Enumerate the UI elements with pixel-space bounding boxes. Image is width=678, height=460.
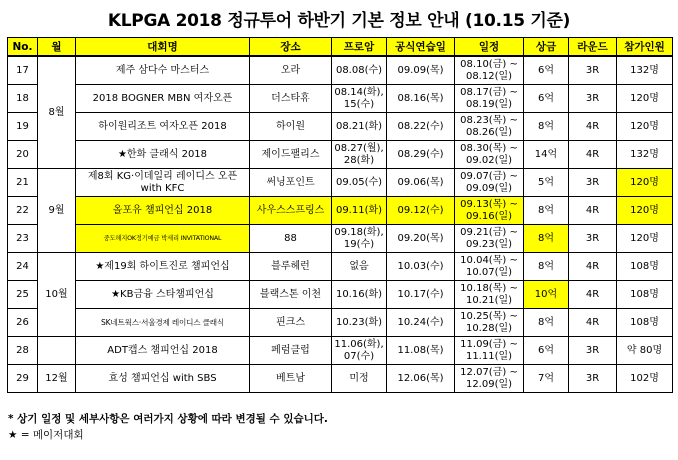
cell-place: 핀크스: [250, 309, 332, 337]
cell-players: 108명: [617, 253, 673, 281]
schedule-start: 08.23(목) ~: [460, 114, 518, 126]
cell-schedule: [455, 365, 524, 393]
header-schedule: 일정: [455, 38, 524, 57]
cell-place: 오라: [250, 56, 332, 85]
cell-prize: 8억: [524, 309, 569, 337]
cell-players: 120명: [617, 225, 673, 253]
schedule-end: 10.07(일): [465, 266, 513, 278]
footnotes: [8, 411, 328, 443]
cell-place: 써닝포인트: [250, 169, 332, 197]
cell-players: 약 80명: [617, 337, 673, 365]
table-row: [8, 56, 673, 85]
cell-place: 사우스스프링스: [250, 197, 332, 225]
cell-round: 3R: [569, 56, 617, 85]
header-proam: 프로암: [332, 38, 387, 57]
table-row: [8, 309, 673, 337]
header-players: 참가인원: [617, 38, 673, 57]
cell-schedule: [455, 281, 524, 309]
table-row: [8, 253, 673, 281]
cell-proam: 08.08(수): [332, 56, 387, 85]
cell-practice: 12.06(목): [387, 365, 455, 393]
cell-month: 12월: [38, 365, 76, 393]
cell-players: 120명: [617, 113, 673, 141]
cell-month: 9월: [38, 169, 76, 253]
cell-round: 3R: [569, 365, 617, 393]
cell-proam: 08.27(월), 28(화): [332, 141, 387, 169]
cell-name: ★제19회 하이트진로 챔피언십: [76, 253, 250, 281]
cell-practice: 10.03(수): [387, 253, 455, 281]
schedule-table: [7, 37, 673, 393]
cell-practice: 09.12(수): [387, 197, 455, 225]
cell-schedule: [455, 113, 524, 141]
cell-no: 22: [8, 197, 38, 225]
cell-prize: 7억: [524, 365, 569, 393]
cell-players: 132명: [617, 141, 673, 169]
cell-proam: 08.14(화), 15(수): [332, 85, 387, 113]
schedule-start: 08.10(금) ~: [460, 58, 518, 70]
cell-schedule: [455, 169, 524, 197]
schedule-end: 09.02(일): [465, 154, 513, 166]
cell-practice: 10.24(수): [387, 309, 455, 337]
schedule-end: 10.28(일): [465, 322, 513, 334]
cell-practice: 08.29(수): [387, 141, 455, 169]
cell-name: 중도해지OK정기예금 박세리 INVITATIONAL: [76, 225, 250, 253]
cell-players: 132명: [617, 56, 673, 85]
table-row: [8, 337, 673, 365]
schedule-start: 11.09(금) ~: [460, 338, 518, 350]
table-row: [8, 365, 673, 393]
cell-name: SK네트웍스·서울경제 레이디스 클래식: [76, 309, 250, 337]
cell-practice: 09.20(목): [387, 225, 455, 253]
cell-prize: 8억: [524, 225, 569, 253]
cell-name: 올포유 챔피언십 2018: [76, 197, 250, 225]
cell-practice: 11.08(목): [387, 337, 455, 365]
cell-proam: 없음: [332, 253, 387, 281]
cell-practice: 09.06(목): [387, 169, 455, 197]
cell-no: 17: [8, 56, 38, 85]
cell-name: 제주 삼다수 마스터스: [76, 56, 250, 85]
cell-players: 120명: [617, 197, 673, 225]
schedule-end: 11.11(일): [465, 350, 513, 362]
schedule-end: 12.09(일): [465, 378, 513, 390]
cell-players: 108명: [617, 281, 673, 309]
schedule-end: 08.12(일): [465, 70, 513, 82]
schedule-start: 12.07(금) ~: [460, 366, 518, 378]
header-round: 라운드: [569, 38, 617, 57]
cell-no: 21: [8, 169, 38, 197]
cell-round: 3R: [569, 225, 617, 253]
cell-prize: 10억: [524, 281, 569, 309]
cell-prize: 8억: [524, 197, 569, 225]
table-row: [8, 85, 673, 113]
schedule-start: 09.13(목) ~: [460, 198, 518, 210]
cell-place: 블랙스톤 이천: [250, 281, 332, 309]
table-row: [8, 113, 673, 141]
cell-round: 4R: [569, 197, 617, 225]
cell-proam: 09.11(화): [332, 197, 387, 225]
schedule-end: 08.19(일): [465, 98, 513, 110]
cell-proam: 10.23(화): [332, 309, 387, 337]
header-prize: 상금: [524, 38, 569, 57]
cell-name: 하이원리조트 여자오픈 2018: [76, 113, 250, 141]
schedule-end: 09.16(일): [465, 210, 513, 222]
table-row: [8, 281, 673, 309]
table-row: [8, 225, 673, 253]
schedule-end: 08.26(일): [465, 126, 513, 138]
table-row: [8, 169, 673, 197]
cell-prize: 8억: [524, 113, 569, 141]
cell-no: 19: [8, 113, 38, 141]
schedule-start: 08.30(목) ~: [460, 142, 518, 154]
header-no: No.: [8, 38, 38, 57]
cell-practice: 09.09(목): [387, 56, 455, 85]
cell-prize: 6억: [524, 85, 569, 113]
cell-round: 4R: [569, 281, 617, 309]
cell-no: 29: [8, 365, 38, 393]
cell-round: 3R: [569, 169, 617, 197]
cell-place: 더스타휴: [250, 85, 332, 113]
cell-players: 120명: [617, 85, 673, 113]
cell-month-empty: [38, 337, 76, 365]
cell-practice: 08.22(수): [387, 113, 455, 141]
cell-no: 28: [8, 337, 38, 365]
cell-place: 제이드팰리스: [250, 141, 332, 169]
schedule-start: 10.25(목) ~: [460, 310, 518, 322]
cell-schedule: [455, 197, 524, 225]
cell-proam: 08.21(화): [332, 113, 387, 141]
table-row: [8, 197, 673, 225]
cell-practice: 08.16(목): [387, 85, 455, 113]
header-practice: 공식연습일: [387, 38, 455, 57]
cell-name: ADT캡스 챔피언십 2018: [76, 337, 250, 365]
cell-proam: 10.16(화): [332, 281, 387, 309]
cell-round: 4R: [569, 253, 617, 281]
cell-month: 10월: [38, 253, 76, 337]
footnote-change-notice: * 상기 일정 및 세부사항은 여러가지 상황에 따라 변경될 수 있습니다.: [8, 413, 328, 425]
cell-prize: 6억: [524, 56, 569, 85]
table-row: [8, 141, 673, 169]
cell-players: 102명: [617, 365, 673, 393]
schedule-start: 09.21(금) ~: [460, 226, 518, 238]
schedule-start: 08.17(금) ~: [460, 86, 518, 98]
header-name: 대회명: [76, 38, 250, 57]
cell-players: 120명: [617, 169, 673, 197]
cell-name: ★한화 클래식 2018: [76, 141, 250, 169]
cell-prize: 8억: [524, 253, 569, 281]
cell-schedule: [455, 253, 524, 281]
schedule-end: 09.23(일): [465, 238, 513, 250]
cell-schedule: [455, 85, 524, 113]
header-place: 장소: [250, 38, 332, 57]
cell-place: 하이원: [250, 113, 332, 141]
cell-schedule: [455, 225, 524, 253]
cell-name: 2018 BOGNER MBN 여자오픈: [76, 85, 250, 113]
cell-place: 베트남: [250, 365, 332, 393]
header-month: 월: [38, 38, 76, 57]
cell-name: 제8회 KG·이데일리 레이디스 오픈 with KFC: [76, 169, 250, 197]
cell-prize: 14억: [524, 141, 569, 169]
cell-name: 효성 챔피언십 with SBS: [76, 365, 250, 393]
footnote-major-legend: ★ = 메이저대회: [8, 429, 84, 441]
cell-schedule: [455, 141, 524, 169]
schedule-end: 10.21(일): [465, 294, 513, 306]
cell-place: 블루헤런: [250, 253, 332, 281]
cell-no: 18: [8, 85, 38, 113]
cell-round: 3R: [569, 85, 617, 113]
cell-place: 페럼클럽: [250, 337, 332, 365]
cell-prize: 6억: [524, 337, 569, 365]
cell-no: 24: [8, 253, 38, 281]
cell-proam: 09.18(화), 19(수): [332, 225, 387, 253]
cell-no: 25: [8, 281, 38, 309]
cell-no: 23: [8, 225, 38, 253]
cell-no: 20: [8, 141, 38, 169]
cell-round: 4R: [569, 113, 617, 141]
cell-no: 26: [8, 309, 38, 337]
schedule-start: 09.07(금) ~: [460, 170, 518, 182]
cell-proam: 11.06(화), 07(수): [332, 337, 387, 365]
cell-name: ★KB금융 스타챔피언십: [76, 281, 250, 309]
cell-players: 108명: [617, 309, 673, 337]
cell-schedule: [455, 337, 524, 365]
cell-schedule: [455, 56, 524, 85]
cell-practice: 10.17(수): [387, 281, 455, 309]
cell-proam: 미정: [332, 365, 387, 393]
schedule-end: 09.09(일): [465, 182, 513, 194]
cell-month: 8월: [38, 56, 76, 169]
cell-schedule: [455, 309, 524, 337]
schedule-start: 10.18(목) ~: [460, 282, 518, 294]
header-row: [8, 38, 673, 57]
cell-proam: 09.05(수): [332, 169, 387, 197]
cell-place: 88: [250, 225, 332, 253]
page-title: KLPGA 2018 정규투어 하반기 기본 정보 안내 (10.15 기준): [107, 11, 571, 31]
cell-round: 4R: [569, 309, 617, 337]
cell-prize: 5억: [524, 169, 569, 197]
cell-round: 4R: [569, 141, 617, 169]
schedule-start: 10.04(목) ~: [460, 254, 518, 266]
cell-round: 3R: [569, 337, 617, 365]
